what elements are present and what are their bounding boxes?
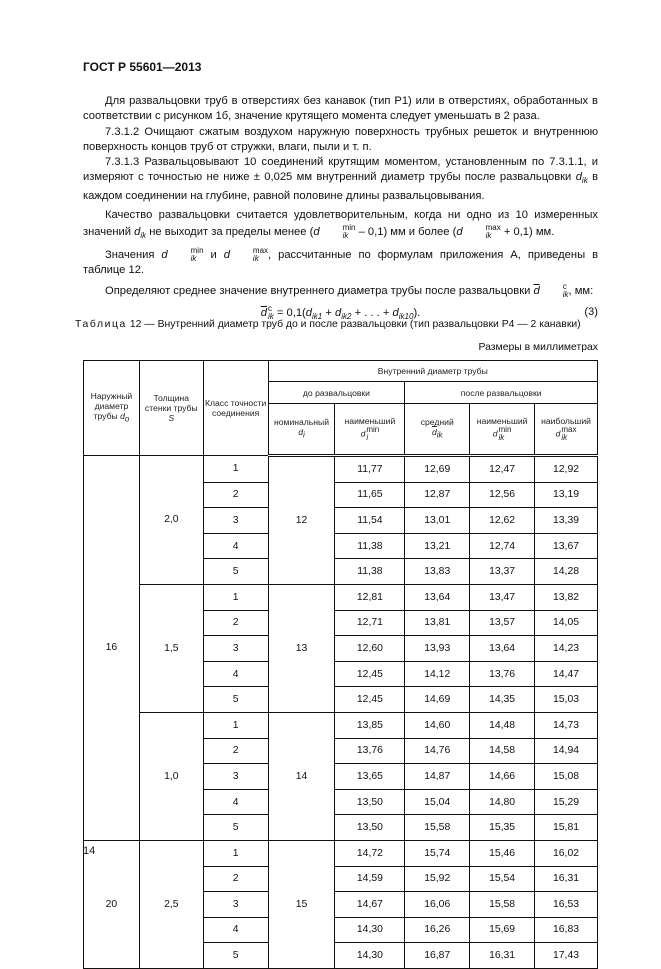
joint-number-cell: 1 — [203, 712, 268, 738]
min-after-cell: 12,56 — [470, 482, 535, 508]
joint-number-cell: 3 — [203, 764, 268, 790]
body-text — [83, 94, 598, 324]
wall-thickness-cell: 2,0 — [139, 456, 203, 585]
table-caption: Таблица 12 — Внутренний диаметр труб до и после развальцовки (тип развальцовки Р4 — 2 канавки) — [75, 319, 581, 330]
header-inner-diameter: Внутренний диаметр трубы — [268, 361, 597, 382]
min-before-cell: 11,65 — [335, 482, 405, 508]
average-cell: 13,21 — [405, 533, 470, 559]
average-cell: 15,04 — [405, 789, 470, 815]
min-after-cell: 13,64 — [470, 636, 535, 662]
paragraph: Значения d min ik и d max ik , рассчитанные по формулам приложения А, приведены в таблице 12. — [83, 246, 599, 277]
wall-thickness-cell: 1,5 — [139, 584, 203, 712]
min-before-cell: 11,54 — [335, 508, 405, 534]
joint-number-cell: 4 — [203, 661, 268, 687]
average-cell: 13,81 — [405, 610, 470, 636]
min-before-cell: 11,38 — [335, 559, 405, 585]
max-after-cell: 15,81 — [535, 815, 598, 841]
paragraph: Определяют среднее значение внутреннего диаметра трубы после развальцовки $\overline{d}$ c ik , мм: — [105, 281, 594, 299]
diameter-table — [83, 360, 598, 969]
average-cell: 13,64 — [405, 584, 470, 610]
joint-number-cell: 1 — [203, 840, 268, 866]
min-after-cell: 14,80 — [470, 789, 535, 815]
wall-thickness-cell: 1,0 — [139, 712, 203, 840]
joint-number-cell: 1 — [203, 584, 268, 610]
document-header: ГОСТ Р 55601—2013 — [83, 60, 202, 74]
min-before-cell: 13,65 — [335, 764, 405, 790]
max-after-cell: 14,73 — [535, 712, 598, 738]
min-after-cell: 12,74 — [470, 533, 535, 559]
joint-number-cell: 5 — [203, 687, 268, 713]
joint-number-cell: 4 — [203, 789, 268, 815]
min-after-cell: 15,58 — [470, 892, 535, 918]
max-after-cell: 15,03 — [535, 687, 598, 713]
paragraph: 7.3.1.2 Очищают сжатым воздухом наружную поверхность трубных решеток и внутреннюю поверхность концов труб от стружки, влаги, пыли и т. п. — [83, 125, 598, 153]
max-after-cell: 13,19 — [535, 482, 598, 508]
formula-number: (3) — [584, 305, 598, 318]
joint-number-cell: 5 — [203, 943, 268, 969]
header-before: до развальцовки — [268, 382, 405, 404]
header-outer-diameter: Наружный диаметр трубы $d_o$ — [84, 361, 140, 456]
formula-3: $\overline{d}$ c ik = $0,1(d_{ik1} + d_{ik2}$ + . . . + $d_{ik10}$). (3) — [260, 303, 598, 322]
page-number: 14 — [83, 845, 96, 857]
average-cell: 14,87 — [405, 764, 470, 790]
average-cell: 12,87 — [405, 482, 470, 508]
average-cell: 15,92 — [405, 866, 470, 892]
joint-number-cell: 2 — [203, 738, 268, 764]
min-before-cell: 14,30 — [335, 917, 405, 943]
accuracy-class-cell: 14 — [268, 712, 335, 840]
joint-number-cell: 4 — [203, 917, 268, 943]
max-after-cell: 14,23 — [535, 636, 598, 662]
max-after-cell: 15,08 — [535, 764, 598, 790]
min-before-cell: 14,30 — [335, 943, 405, 969]
min-after-cell: 15,54 — [470, 866, 535, 892]
max-after-cell: 16,31 — [535, 866, 598, 892]
joint-number-cell: 2 — [203, 610, 268, 636]
min-after-cell: 13,37 — [470, 559, 535, 585]
average-cell: 16,87 — [405, 943, 470, 969]
max-after-cell: 17,43 — [535, 943, 598, 969]
min-after-cell: 12,47 — [470, 456, 535, 483]
min-after-cell: 14,35 — [470, 687, 535, 713]
min-after-cell: 14,58 — [470, 738, 535, 764]
header-accuracy-class: Класс точности соединения — [203, 361, 268, 456]
max-after-cell: 14,94 — [535, 738, 598, 764]
header-min-before: наименьший d min i — [335, 404, 405, 456]
average-cell: 14,76 — [405, 738, 470, 764]
min-before-cell: 14,59 — [335, 866, 405, 892]
min-before-cell: 12,45 — [335, 661, 405, 687]
accuracy-class-cell: 15 — [268, 840, 335, 968]
max-after-cell: 13,82 — [535, 584, 598, 610]
max-after-cell: 16,83 — [535, 917, 598, 943]
wall-thickness-cell: 2,5 — [139, 840, 203, 968]
average-cell: 16,26 — [405, 917, 470, 943]
joint-number-cell: 4 — [203, 533, 268, 559]
min-after-cell: 15,35 — [470, 815, 535, 841]
max-after-cell: 14,47 — [535, 661, 598, 687]
min-before-cell: 12,60 — [335, 636, 405, 662]
max-after-cell: 13,67 — [535, 533, 598, 559]
table-body — [84, 456, 598, 969]
max-after-cell: 15,29 — [535, 789, 598, 815]
paragraph: Качество развальцовки считается удовлетворительным, когда ни одно из 10 измеренных значений $d_{ik}$ не выходит за пределы менее (d min ik – 0,1) мм и более (d max ik + 0,1) мм. — [83, 209, 598, 240]
min-after-cell: 16,31 — [470, 943, 535, 969]
max-after-cell: 14,28 — [535, 559, 598, 585]
joint-number-cell: 2 — [203, 482, 268, 508]
average-cell: 14,69 — [405, 687, 470, 713]
header-average: средний $\overline{d}_{ik}$ — [405, 404, 470, 456]
table-row — [84, 840, 598, 866]
table-row — [84, 584, 598, 610]
average-cell: 14,60 — [405, 712, 470, 738]
joint-number-cell: 3 — [203, 508, 268, 534]
average-cell: 15,74 — [405, 840, 470, 866]
average-cell: 13,83 — [405, 559, 470, 585]
min-before-cell: 13,85 — [335, 712, 405, 738]
average-cell: 14,12 — [405, 661, 470, 687]
joint-number-cell: 3 — [203, 892, 268, 918]
min-after-cell: 14,66 — [470, 764, 535, 790]
max-after-cell: 12,92 — [535, 456, 598, 483]
joint-number-cell: 5 — [203, 815, 268, 841]
min-after-cell: 13,47 — [470, 584, 535, 610]
min-before-cell: 11,38 — [335, 533, 405, 559]
average-cell: 12,69 — [405, 456, 470, 483]
accuracy-class-cell: 12 — [268, 456, 335, 585]
joint-number-cell: 2 — [203, 866, 268, 892]
average-cell: 16,06 — [405, 892, 470, 918]
max-after-cell: 16,53 — [535, 892, 598, 918]
average-cell: 13,01 — [405, 508, 470, 534]
min-after-cell: 13,57 — [470, 610, 535, 636]
paragraph: Для развальцовки труб в отверстиях без канавок (тип Р1) или в отверстиях, обработанных в соответствии с рисунком 1б, значение крутящего момента следует уменьшать в 2 раза. — [83, 95, 598, 123]
header-nominal: номинальный $d_i$ — [268, 404, 335, 456]
min-after-cell: 15,46 — [470, 840, 535, 866]
header-max-after: наибольший d max ik — [535, 404, 598, 456]
paragraph: 7.3.1.3 Развальцовывают 10 соединений крутящим моментом, установленным по 7.3.1.1, и измеряют с точностью не ниже ± 0,025 мм внутренний диаметр трубы после развальцовки $d_{ik}$ в каждом соединении на глубине, равной половине длины развальцовывания. — [83, 156, 599, 203]
min-before-cell: 14,67 — [335, 892, 405, 918]
header-min-after: наименьший d min ik — [470, 404, 535, 456]
min-before-cell: 12,45 — [335, 687, 405, 713]
min-after-cell: 15,69 — [470, 917, 535, 943]
min-after-cell: 14,48 — [470, 712, 535, 738]
max-after-cell: 16,02 — [535, 840, 598, 866]
min-before-cell: 11,77 — [335, 456, 405, 483]
table-units: Размеры в миллиметрах — [478, 342, 598, 353]
table-row — [84, 456, 598, 483]
accuracy-class-cell: 13 — [268, 584, 335, 712]
min-before-cell: 13,50 — [335, 789, 405, 815]
header-wall-thickness: Толщина стенки трубы S — [139, 361, 203, 456]
min-before-cell: 13,50 — [335, 815, 405, 841]
joint-number-cell: 1 — [203, 456, 268, 483]
max-after-cell: 13,39 — [535, 508, 598, 534]
outer-diameter-cell: 16 — [84, 456, 140, 841]
average-cell: 15,58 — [405, 815, 470, 841]
joint-number-cell: 3 — [203, 636, 268, 662]
joint-number-cell: 5 — [203, 559, 268, 585]
average-cell: 13,93 — [405, 636, 470, 662]
table-row — [84, 712, 598, 738]
min-after-cell: 13,76 — [470, 661, 535, 687]
min-before-cell: 12,71 — [335, 610, 405, 636]
min-after-cell: 12,62 — [470, 508, 535, 534]
max-after-cell: 14,05 — [535, 610, 598, 636]
min-before-cell: 13,76 — [335, 738, 405, 764]
min-before-cell: 12,81 — [335, 584, 405, 610]
header-after: после развальцовки — [405, 382, 598, 404]
outer-diameter-cell: 20 — [84, 840, 140, 968]
min-before-cell: 14,72 — [335, 840, 405, 866]
